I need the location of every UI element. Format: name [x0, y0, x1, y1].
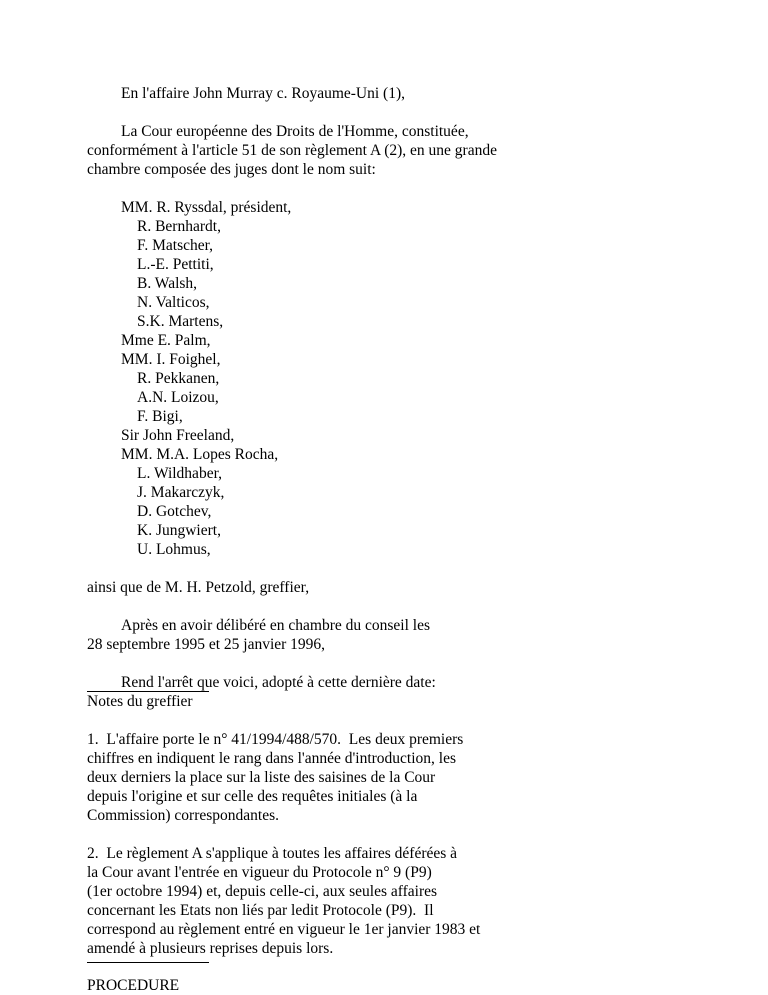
- note-1-line: deux derniers la place sur la liste des saisines de la Cour: [87, 769, 436, 786]
- judge-line: L.-E. Pettiti,: [137, 256, 214, 273]
- judge-line: F. Bigi,: [137, 408, 183, 425]
- judge-line: B. Walsh,: [137, 275, 198, 292]
- note-2-line: (1er octobre 1994) et, depuis celle-ci, aux seules affaires: [87, 883, 438, 900]
- note-1-line: depuis l'origine et sur celle des requêtes initiales (à la: [87, 788, 418, 805]
- judge-line: R. Pekkanen,: [137, 370, 220, 387]
- judge-line: MM. I. Foighel,: [121, 351, 221, 368]
- judge-line: Mme E. Palm,: [121, 332, 211, 349]
- judge-line: MM. R. Ryssdal, président,: [121, 199, 292, 216]
- judge-line: Sir John Freeland,: [121, 427, 235, 444]
- judge-line: K. Jungwiert,: [137, 522, 221, 539]
- judge-line: MM. M.A. Lopes Rocha,: [121, 446, 279, 463]
- note-2-line: concernant les Etats non liés par ledit Protocole (P9). Il: [87, 902, 434, 919]
- judge-line: U. Lohmus,: [137, 541, 211, 558]
- notes-heading: Notes du greffier: [87, 693, 193, 710]
- judge-line: S.K. Martens,: [137, 313, 224, 330]
- judge-line: F. Matscher,: [137, 237, 214, 254]
- judge-line: J. Makarczyk,: [137, 484, 225, 501]
- composition-line: conformément à l'article 51 de son règlement A (2), en une grande: [87, 142, 497, 159]
- note-1-line: chiffres en indiquent le rang dans l'année d'introduction, les: [87, 750, 457, 767]
- note-2-line: la Cour avant l'entrée en vigueur du Protocole n° 9 (P9): [87, 864, 432, 881]
- note-2-line: correspond au règlement entré en vigueur le 1er janvier 1983 et: [87, 921, 481, 938]
- judge-line: D. Gotchev,: [137, 503, 212, 520]
- judge-line: R. Bernhardt,: [137, 218, 221, 235]
- note-2-line: amendé à plusieurs reprises depuis lors.: [87, 940, 334, 957]
- note-1-line: Commission) correspondantes.: [87, 807, 280, 824]
- section-heading: PROCEDURE: [87, 977, 180, 994]
- deliberation-line: Après en avoir délibéré en chambre du conseil les: [121, 617, 431, 634]
- judgment-line: Rend l'arrêt que voici, adopté à cette dernière date:: [121, 674, 436, 691]
- note-1-line: 1. L'affaire porte le n° 41/1994/488/570. Les deux premiers: [87, 731, 464, 748]
- composition-line: La Cour européenne des Droits de l'Homme, constituée,: [121, 123, 469, 140]
- composition-line: chambre composée des juges dont le nom suit:: [87, 161, 376, 178]
- judge-line: A.N. Loizou,: [137, 389, 219, 406]
- deliberation-line: 28 septembre 1995 et 25 janvier 1996,: [87, 636, 326, 653]
- notes-separator-bottom: [87, 962, 209, 963]
- note-2-line: 2. Le règlement A s'applique à toutes les affaires déférées à: [87, 845, 458, 862]
- registrar-line: ainsi que de M. H. Petzold, greffier,: [87, 579, 310, 596]
- judge-line: N. Valticos,: [137, 294, 210, 311]
- intro-line: En l'affaire John Murray c. Royaume-Uni (1),: [121, 85, 406, 102]
- judge-line: L. Wildhaber,: [137, 465, 222, 482]
